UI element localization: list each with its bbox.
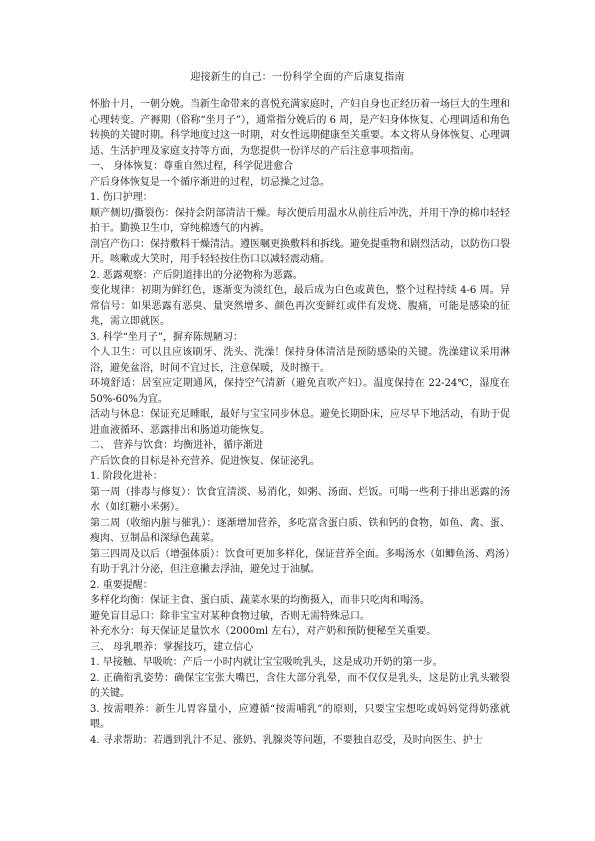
paragraph: 剖宫产伤口：保持敷料干燥清洁。遵医嘱更换敷料和拆线。避免提重物和剧烈活动，以防伤口裂开。咳嗽或大笑时，用手轻轻按住伤口以减轻震动痛。 <box>90 238 510 265</box>
paragraph: 环境舒适：居室应定期通风，保持空气清新（避免直吹产妇）。温度保持在 22-24℃，湿度在 50%-60%为宜。 <box>90 378 510 405</box>
paragraph: 2. 正确衔乳姿势：确保宝宝张大嘴巴，含住大部分乳晕，而不仅仅是乳头，这是防止乳头皲裂的关键。 <box>90 672 510 699</box>
paragraph: 顺产侧切/撕裂伤：保持会阴部清洁干燥。每次便后用温水从前往后冲洗，并用干净的棉巾轻轻拍干。勤换卫生巾，穿纯棉透气的内裤。 <box>90 207 510 234</box>
paragraph: 二、 营养与饮食：均衡进补，循序渐进 <box>90 440 264 451</box>
paragraph: 第三四周及以后（增强体质）：饮食可更加多样化，保证营养全面。多喝汤水（如鲫鱼汤、鸡汤）有助于乳汁分泌，但注意撇去浮油，避免过于油腻。 <box>90 548 510 575</box>
paragraph: 个人卫生：可以且应该刷牙、洗头、洗澡！保持身体清洁是预防感染的关键。洗澡建议采用淋浴，避免盆浴，时间不宜过长，注意保暖，及时擦干。 <box>90 347 510 374</box>
paragraph: 1. 伤口护理： <box>90 192 153 203</box>
paragraph: 三、 母乳喂养：掌握技巧，建立信心 <box>90 641 254 653</box>
paragraph: 3. 科学“坐月子”，摒弃陈规陋习： <box>90 331 243 343</box>
paragraph: 变化规律：初期为鲜红色，逐渐变为淡红色，最后成为白色或黄色，整个过程持续 4-6 周。异常信号：如果恶露有恶臭、量突然增多、颜色再次变鲜红或伴有发烧、腹痛，可能是感染的征兆，需立即就医。 <box>90 285 510 327</box>
paragraph: 怀胎十月，一朝分娩。当新生命带来的喜悦充满家庭时，产妇自身也正经历着一场巨大的生理和心理转变。产褥期（俗称“坐月子”），通常指分娩后的 6 周，是产妇身体恢复、心理调适和角色转换的关键时期。科学地度过这一时期，对女性远期健康至关重要。本文将从身体恢复、心理调适、生活护理及家庭支持等方面，为您提供一份详尽的产后注意事项指南。 <box>90 99 510 157</box>
paragraph: 2. 恶露观察：产后阴道排出的分泌物称为恶露。 <box>90 269 303 281</box>
paragraph: 2. 重要提醒： <box>90 579 153 591</box>
paragraph: 产后饮食的目标是补充营养、促进恢复、保证泌乳。 <box>90 455 320 467</box>
paragraph: 补充水分：每天保证足量饮水（2000ml 左右），对产奶和预防便秘至关重要。 <box>90 626 437 637</box>
paragraph: 活动与休息：保证充足睡眠，最好与宝宝同步休息。避免长期卧床，应尽早下地活动，有助于促进血液循环、恶露排出和肠道功能恢复。 <box>90 409 510 436</box>
paragraph: 3. 按需喂养：新生儿胃容量小，应遵循“按需哺乳”的原则，只要宝宝想吃或妈妈觉得奶涨就喂。 <box>90 703 510 730</box>
document-body <box>90 97 510 748</box>
document-title: 迎接新生的自己：一份科学全面的产后康复指南 <box>190 72 405 83</box>
paragraph: 第二周（收缩内脏与催乳）：逐渐增加营养，多吃富含蛋白质、铁和钙的食物，如鱼、禽、蛋、瘦肉、豆制品和深绿色蔬菜。 <box>90 517 510 544</box>
paragraph: 多样化均衡：保证主食、蛋白质、蔬菜水果的均衡摄入，而非只吃肉和喝汤。 <box>90 595 430 606</box>
paragraph: 一、 身体恢复：尊重自然过程，科学促进愈合 <box>90 161 294 172</box>
paragraph: 避免盲目忌口：除非宝宝对某种食物过敏，否则无需特殊忌口。 <box>90 610 370 622</box>
paragraph: 1. 阶段化进补： <box>90 471 163 482</box>
paragraph: 1. 早接触、早吸吮：产后一小时内就让宝宝吸吮乳头，这是成功开奶的第一步。 <box>90 657 443 668</box>
paragraph: 4. 寻求帮助：若遇到乳汁不足、涨奶、乳腺炎等问题，不要独自忍受，及时向医生、护士 <box>90 734 483 746</box>
paragraph: 产后身体恢复是一个循序渐进的过程，切忌操之过急。 <box>90 176 330 188</box>
paragraph: 第一周（排毒与修复）：饮食宜清淡、易消化，如粥、汤面、烂饭。可喝一些利于排出恶露的汤水（如红糖小米粥）。 <box>90 486 510 513</box>
